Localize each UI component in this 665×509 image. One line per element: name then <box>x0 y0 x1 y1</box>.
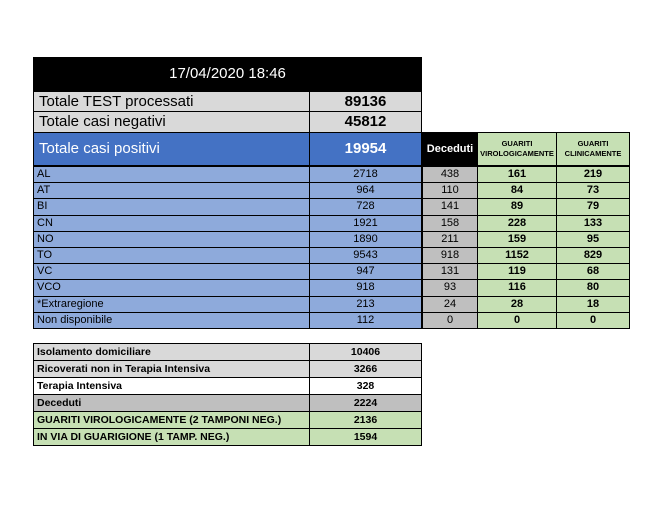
province-viro: 159 <box>477 231 557 248</box>
header-guariti-clin-line1: GUARITI <box>577 139 609 148</box>
header-guariti-viro <box>477 132 557 166</box>
province-positivi: 918 <box>309 279 422 296</box>
province-name: TO <box>33 247 310 264</box>
status-value: 2224 <box>309 394 422 412</box>
status-label: GUARITI VIROLOGICAMENTE (2 TAMPONI NEG.) <box>33 411 310 429</box>
province-deceduti: 158 <box>422 215 478 232</box>
province-viro: 0 <box>477 312 557 329</box>
province-deceduti: 131 <box>422 263 478 280</box>
province-name: AL <box>33 166 310 183</box>
header-guariti-clin-line2: CLINICAMENTE <box>564 149 622 158</box>
province-viro: 1152 <box>477 247 557 264</box>
province-deceduti: 918 <box>422 247 478 264</box>
province-positivi: 1921 <box>309 215 422 232</box>
header-deceduti: Deceduti <box>422 132 478 166</box>
province-deceduti: 141 <box>422 198 478 215</box>
summary-label-test: Totale TEST processati <box>33 91 310 112</box>
province-positivi: 2718 <box>309 166 422 183</box>
province-name: Non disponibile <box>33 312 310 329</box>
province-deceduti: 0 <box>422 312 478 329</box>
province-viro: 28 <box>477 296 557 313</box>
report-timestamp: 17/04/2020 18:46 <box>33 57 422 91</box>
positive-label: Totale casi positivi <box>33 132 310 166</box>
province-clin: 95 <box>556 231 630 248</box>
province-name: VC <box>33 263 310 280</box>
province-deceduti: 110 <box>422 182 478 199</box>
province-deceduti: 438 <box>422 166 478 183</box>
province-deceduti: 93 <box>422 279 478 296</box>
province-viro: 119 <box>477 263 557 280</box>
province-clin: 80 <box>556 279 630 296</box>
province-clin: 0 <box>556 312 630 329</box>
province-clin: 68 <box>556 263 630 280</box>
positive-value: 19954 <box>309 132 422 166</box>
header-guariti-clin <box>556 132 630 166</box>
summary-label-negativi: Totale casi negativi <box>33 111 310 133</box>
province-positivi: 213 <box>309 296 422 313</box>
province-positivi: 947 <box>309 263 422 280</box>
province-clin: 18 <box>556 296 630 313</box>
province-positivi: 112 <box>309 312 422 329</box>
summary-value-test: 89136 <box>309 91 422 112</box>
province-deceduti: 211 <box>422 231 478 248</box>
province-viro: 116 <box>477 279 557 296</box>
summary-value-negativi: 45812 <box>309 111 422 133</box>
province-viro: 228 <box>477 215 557 232</box>
status-label: Isolamento domiciliare <box>33 343 310 361</box>
status-label: IN VIA DI GUARIGIONE (1 TAMP. NEG.) <box>33 428 310 446</box>
province-name: NO <box>33 231 310 248</box>
status-value: 1594 <box>309 428 422 446</box>
province-clin: 73 <box>556 182 630 199</box>
province-name: AT <box>33 182 310 199</box>
province-name: VCO <box>33 279 310 296</box>
province-clin: 133 <box>556 215 630 232</box>
province-clin: 79 <box>556 198 630 215</box>
province-name: CN <box>33 215 310 232</box>
province-clin: 829 <box>556 247 630 264</box>
province-clin: 219 <box>556 166 630 183</box>
province-viro: 84 <box>477 182 557 199</box>
province-positivi: 964 <box>309 182 422 199</box>
province-deceduti: 24 <box>422 296 478 313</box>
header-guariti-viro-line1: GUARITI <box>501 139 533 148</box>
status-value: 328 <box>309 377 422 395</box>
status-label: Deceduti <box>33 394 310 412</box>
province-viro: 161 <box>477 166 557 183</box>
header-guariti-viro-line2: VIROLOGICAMENTE <box>480 149 554 158</box>
status-label: Terapia Intensiva <box>33 377 310 395</box>
province-positivi: 1890 <box>309 231 422 248</box>
province-positivi: 9543 <box>309 247 422 264</box>
status-label: Ricoverati non in Terapia Intensiva <box>33 360 310 378</box>
province-name: *Extraregione <box>33 296 310 313</box>
status-value: 2136 <box>309 411 422 429</box>
province-name: BI <box>33 198 310 215</box>
province-viro: 89 <box>477 198 557 215</box>
province-positivi: 728 <box>309 198 422 215</box>
status-value: 10406 <box>309 343 422 361</box>
status-value: 3266 <box>309 360 422 378</box>
